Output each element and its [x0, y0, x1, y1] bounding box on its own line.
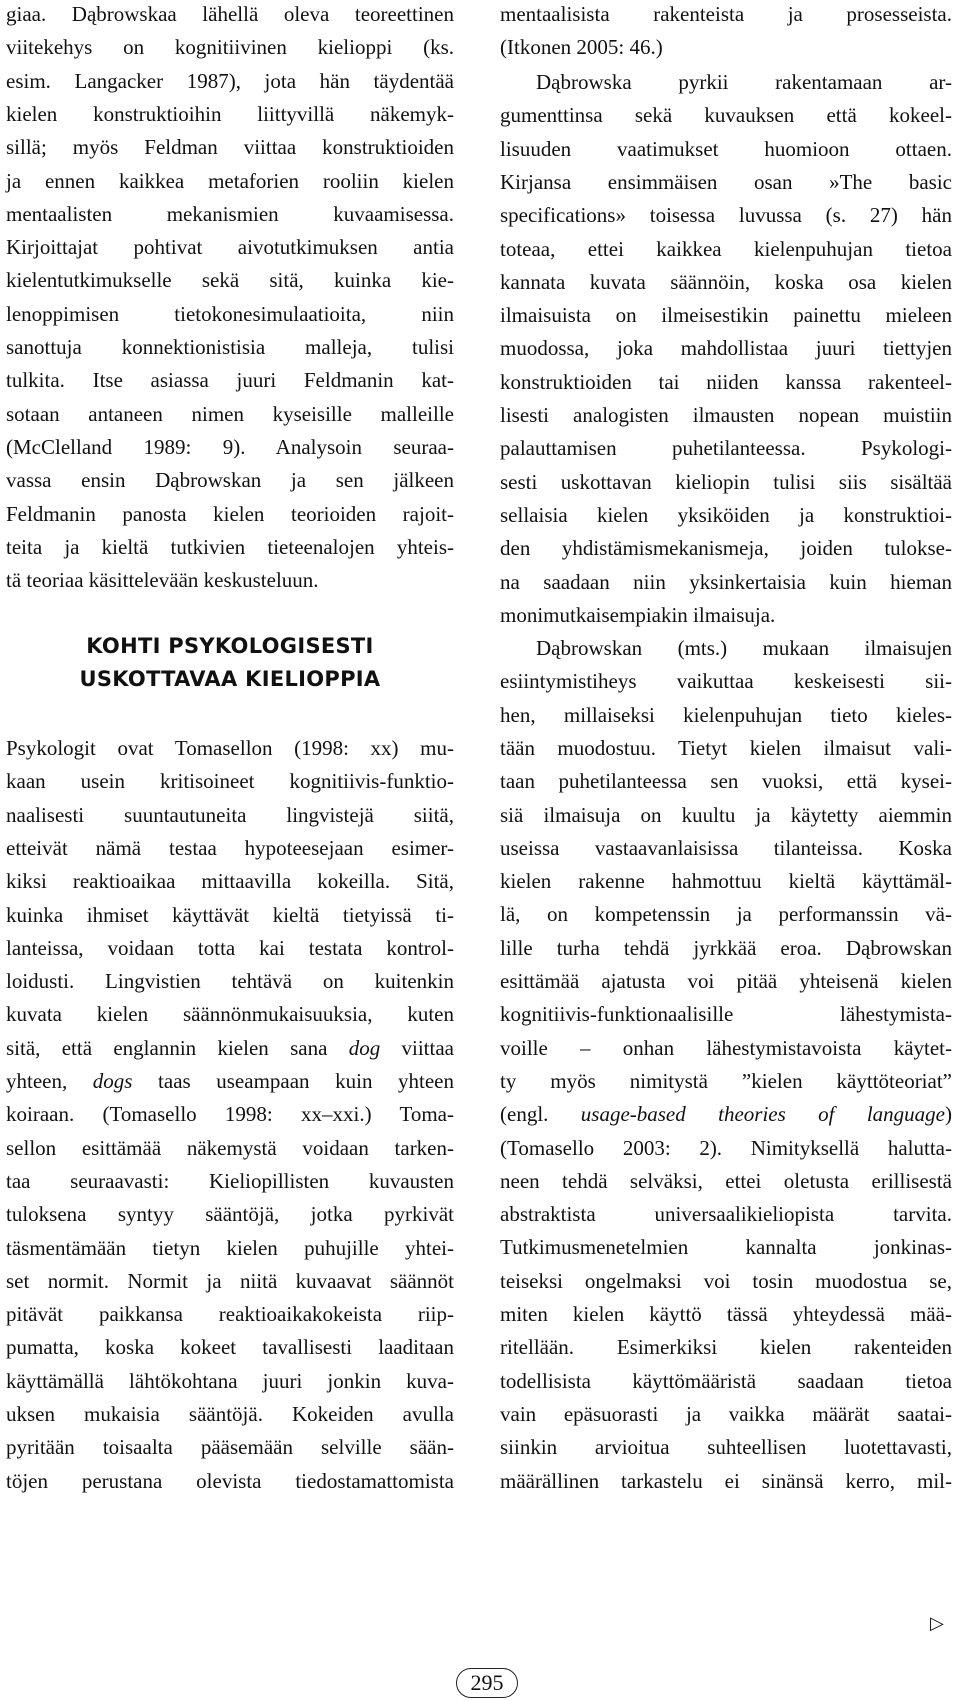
- text-line: loidusti. Lingvistien tehtävä on kuitenkin: [6, 969, 454, 994]
- text-line: teita ja kieltä tutkivien tieteenalojen yhteis-: [6, 534, 454, 559]
- text-line: pumatta, koska kokeet tavallisesti laaditaan: [6, 1335, 454, 1360]
- text-line: monimutkaisempiakin ilmaisuja.: [500, 602, 776, 627]
- text-line: miten kielen käyttö tässä yhteydessä mää-: [500, 1302, 952, 1326]
- text-line: giaa. Dąbrowskaa lähellä oleva teoreettinen: [6, 2, 454, 26]
- text-line: mentaalisista rakenteista ja prosesseista.: [500, 2, 952, 26]
- text-line: ty myös nimitystä ”kielen käyttöteoriat”: [500, 1068, 952, 1093]
- text-line: esim. Langacker 1987), jota hän täydentää: [6, 68, 454, 93]
- text-line: den yhdistämismekanismeja, joiden tulokse-: [500, 536, 952, 561]
- text-line: ritellään. Esimerkiksi kielen rakenteiden: [500, 1335, 952, 1360]
- text-line: lä, on kompetenssin ja performanssin vä-: [500, 902, 952, 927]
- text-line: Psykologit ovat Tomasellon (1998: xx) mu-: [6, 736, 454, 760]
- text-line: koiraan. (Tomasello 1998: xx–xxi.) Toma-: [6, 1102, 454, 1127]
- text-line: vain epäsuorasti ja vaikka määrät saatai-: [500, 1401, 952, 1426]
- text-line: Dąbrowskan (mts.) mukaan ilmaisujen: [536, 636, 952, 660]
- text-line: siä ilmaisuja on kuultu ja käytetty aiemmin: [500, 802, 952, 827]
- text-line: tään muodostuu. Tietyt kielen ilmaisut vali-: [500, 735, 952, 760]
- text-line: useissa vastaavanlaisissa tilanteissa. Koska: [500, 835, 952, 860]
- text-line: lisesti analogisten ilmausten nopean muistiin: [500, 403, 952, 427]
- text-line: hen, millaiseksi kielenpuhujan tieto kieles-: [500, 702, 952, 727]
- text-line: lisuuden vaatimukset huomioon ottaen.: [500, 136, 952, 161]
- text-line: vassa ensin Dąbrowskan ja sen jälkeen: [6, 468, 454, 493]
- text-line: kielen rakenne hahmottuu kieltä käyttämäl-: [500, 869, 952, 894]
- text-line: töjen perustana olevista tiedostamattomista: [6, 1468, 454, 1493]
- text-line: kaan usein kritisoineet kognitiivis-funktio-: [6, 769, 454, 794]
- text-line: sillä; myös Feldman viittaa konstruktioiden: [6, 135, 454, 160]
- text-line: (McClelland 1989: 9). Analysoin seuraa-: [6, 434, 454, 459]
- text-line: esittämää ajatusta voi pitää yhteisenä kielen: [500, 969, 952, 993]
- text-line: palauttamisen puhetilanteessa. Psykologi-: [500, 436, 952, 461]
- text-line: kuinka ihmiset käyttävät kieltä tietyissä ti-: [6, 902, 454, 927]
- text-line: voille – onhan lähestymistavoista käytet-: [500, 1035, 952, 1060]
- text-line: sitä, että englannin kielen sana dog viittaa: [6, 1035, 454, 1060]
- text-line: kielentutkimukselle sekä sitä, kuinka kie-: [6, 268, 454, 293]
- text-line: specifications» toisessa luvussa (s. 27) hän: [500, 203, 952, 228]
- text-line: Kirjansa ensimmäisen osan »The basic: [500, 169, 952, 194]
- text-line: sesti uskottavan kieliopin tulisi siis sisältää: [500, 469, 952, 494]
- text-line: Dąbrowska pyrkii rakentamaan ar-: [536, 70, 952, 94]
- text-line: Tutkimusmenetelmien kannalta jonkinas-: [500, 1235, 952, 1260]
- text-line: ja ennen kaikkea metaforien rooliin kielen: [6, 168, 454, 193]
- text-line: yhteen, dogs taas useampaan kuin yhteen: [6, 1069, 454, 1093]
- text-line: taan puhetilanteessa sen vuoksi, että kysei-: [500, 769, 952, 794]
- text-line: uksen mukaisia sääntöjä. Kokeiden avulla: [6, 1402, 454, 1426]
- text-line: kognitiivis-funktionaalisille lähestymista-: [500, 1002, 952, 1027]
- text-line: (Itkonen 2005: 46.): [500, 35, 663, 60]
- text-line: Feldmanin panosta kielen teorioiden rajoit-: [6, 501, 454, 526]
- text-line: tuloksena syntyy sääntöjä, jotka pyrkivät: [6, 1202, 454, 1227]
- text-line: abstraktista universaalikieliopista tarvita.: [500, 1202, 952, 1227]
- text-line: pitävät paikkansa reaktioaikakokeista riip-: [6, 1302, 454, 1327]
- text-line: tä teoriaa käsittelevään keskusteluun.: [6, 568, 319, 593]
- text-line: toteaa, ettei kaikkea kielenpuhujan tietoa: [500, 236, 952, 261]
- text-line: neen tehdä selväksi, ettei oletusta erillisestä: [500, 1168, 952, 1193]
- text-line: lille turha tehdä jyrkkää eroa. Dąbrowskan: [500, 935, 952, 960]
- text-line: viitekehys on kognitiivinen kielioppi (ks.: [6, 35, 454, 60]
- text-line: todellisista käyttömääristä saadaan tietoa: [500, 1368, 952, 1393]
- text-line: määrällinen tarkastelu ei sinänsä kerro, mil-: [500, 1468, 952, 1493]
- text-line: kuvata kielen säännönmukaisuuksia, kuten: [6, 1002, 454, 1027]
- text-line: siinkin arvioitua suhteellisen luotettavasti,: [500, 1435, 952, 1460]
- text-line: naalisesti suuntautuneita lingvistejä siitä,: [6, 802, 454, 827]
- section-heading: USKOTTAVAA KIELIOPPIA: [79, 667, 381, 691]
- text-line: pyritään toisaalta pääsemään selville sään-: [6, 1435, 454, 1460]
- text-line: ilmaisuista on ilmeisestikin painettu mieleen: [500, 303, 952, 328]
- text-line: na saadaan niin yksinkertaisia kuin hieman: [500, 569, 952, 594]
- text-line: gumenttinsa sekä kuvauksen että kokeel-: [500, 103, 952, 128]
- text-line: kannata kuvata säännöin, koska osa kielen: [500, 269, 952, 294]
- text-line: etteivät nämä testaa hypoteesejaan esimer-: [6, 835, 454, 860]
- text-line: kiksi reaktioaikaa mittaavilla kokeilla. Sitä,: [6, 869, 454, 894]
- text-line: muodossa, joka mahdollistaa juuri tiettyjen: [500, 336, 952, 361]
- section-heading: KOHTI PSYKOLOGISESTI: [86, 634, 374, 658]
- text-line: tulkita. Itse asiassa juuri Feldmanin kat-: [6, 368, 454, 393]
- text-line: mentaalisten mekanismien kuvaamisessa.: [6, 201, 454, 226]
- text-line: set normit. Normit ja niitä kuvaavat säännöt: [6, 1268, 454, 1293]
- text-line: teiseksi ongelmaksi voi tosin muodostua se,: [500, 1268, 952, 1293]
- text-line: konstruktioiden tai niiden kanssa rakenteel-: [500, 369, 952, 394]
- text-line: Kirjoittajat pohtivat aivotutkimuksen antia: [6, 235, 454, 260]
- text-line: esiintymistiheys vaikuttaa keskeisesti sii-: [500, 669, 952, 694]
- text-line: taa seuraavasti: Kieliopillisten kuvausten: [6, 1168, 454, 1193]
- text-line: lenoppimisen tietokonesimulaatioita, niin: [6, 301, 454, 326]
- text-line: täsmentämään tietyn kielen puhujille yhtei-: [6, 1235, 454, 1260]
- text-line: (engl. usage-based theories of language): [500, 1102, 952, 1127]
- text-line: sotaan antaneen nimen kyseisille malleille: [6, 401, 454, 426]
- text-line: (Tomasello 2003: 2). Nimityksellä halutta-: [500, 1135, 952, 1160]
- page-number: 295: [456, 1668, 518, 1698]
- text-line: kielen konstruktioihin liittyvillä näkemyk-: [6, 101, 454, 126]
- text-line: sellon esittämää näkemystä voidaan tarken-: [6, 1135, 454, 1160]
- text-line: käyttämällä lähtökohtana juuri jonkin kuva-: [6, 1368, 454, 1393]
- text-line: sanottuja konnektionistisia malleja, tulisi: [6, 335, 454, 359]
- text-line: lanteissa, voidaan totta kai testata kontrol-: [6, 935, 454, 960]
- continuation-arrow-icon: ▷: [930, 1613, 944, 1634]
- text-line: sellaisia kielen yksiköiden ja konstruktioi-: [500, 502, 952, 527]
